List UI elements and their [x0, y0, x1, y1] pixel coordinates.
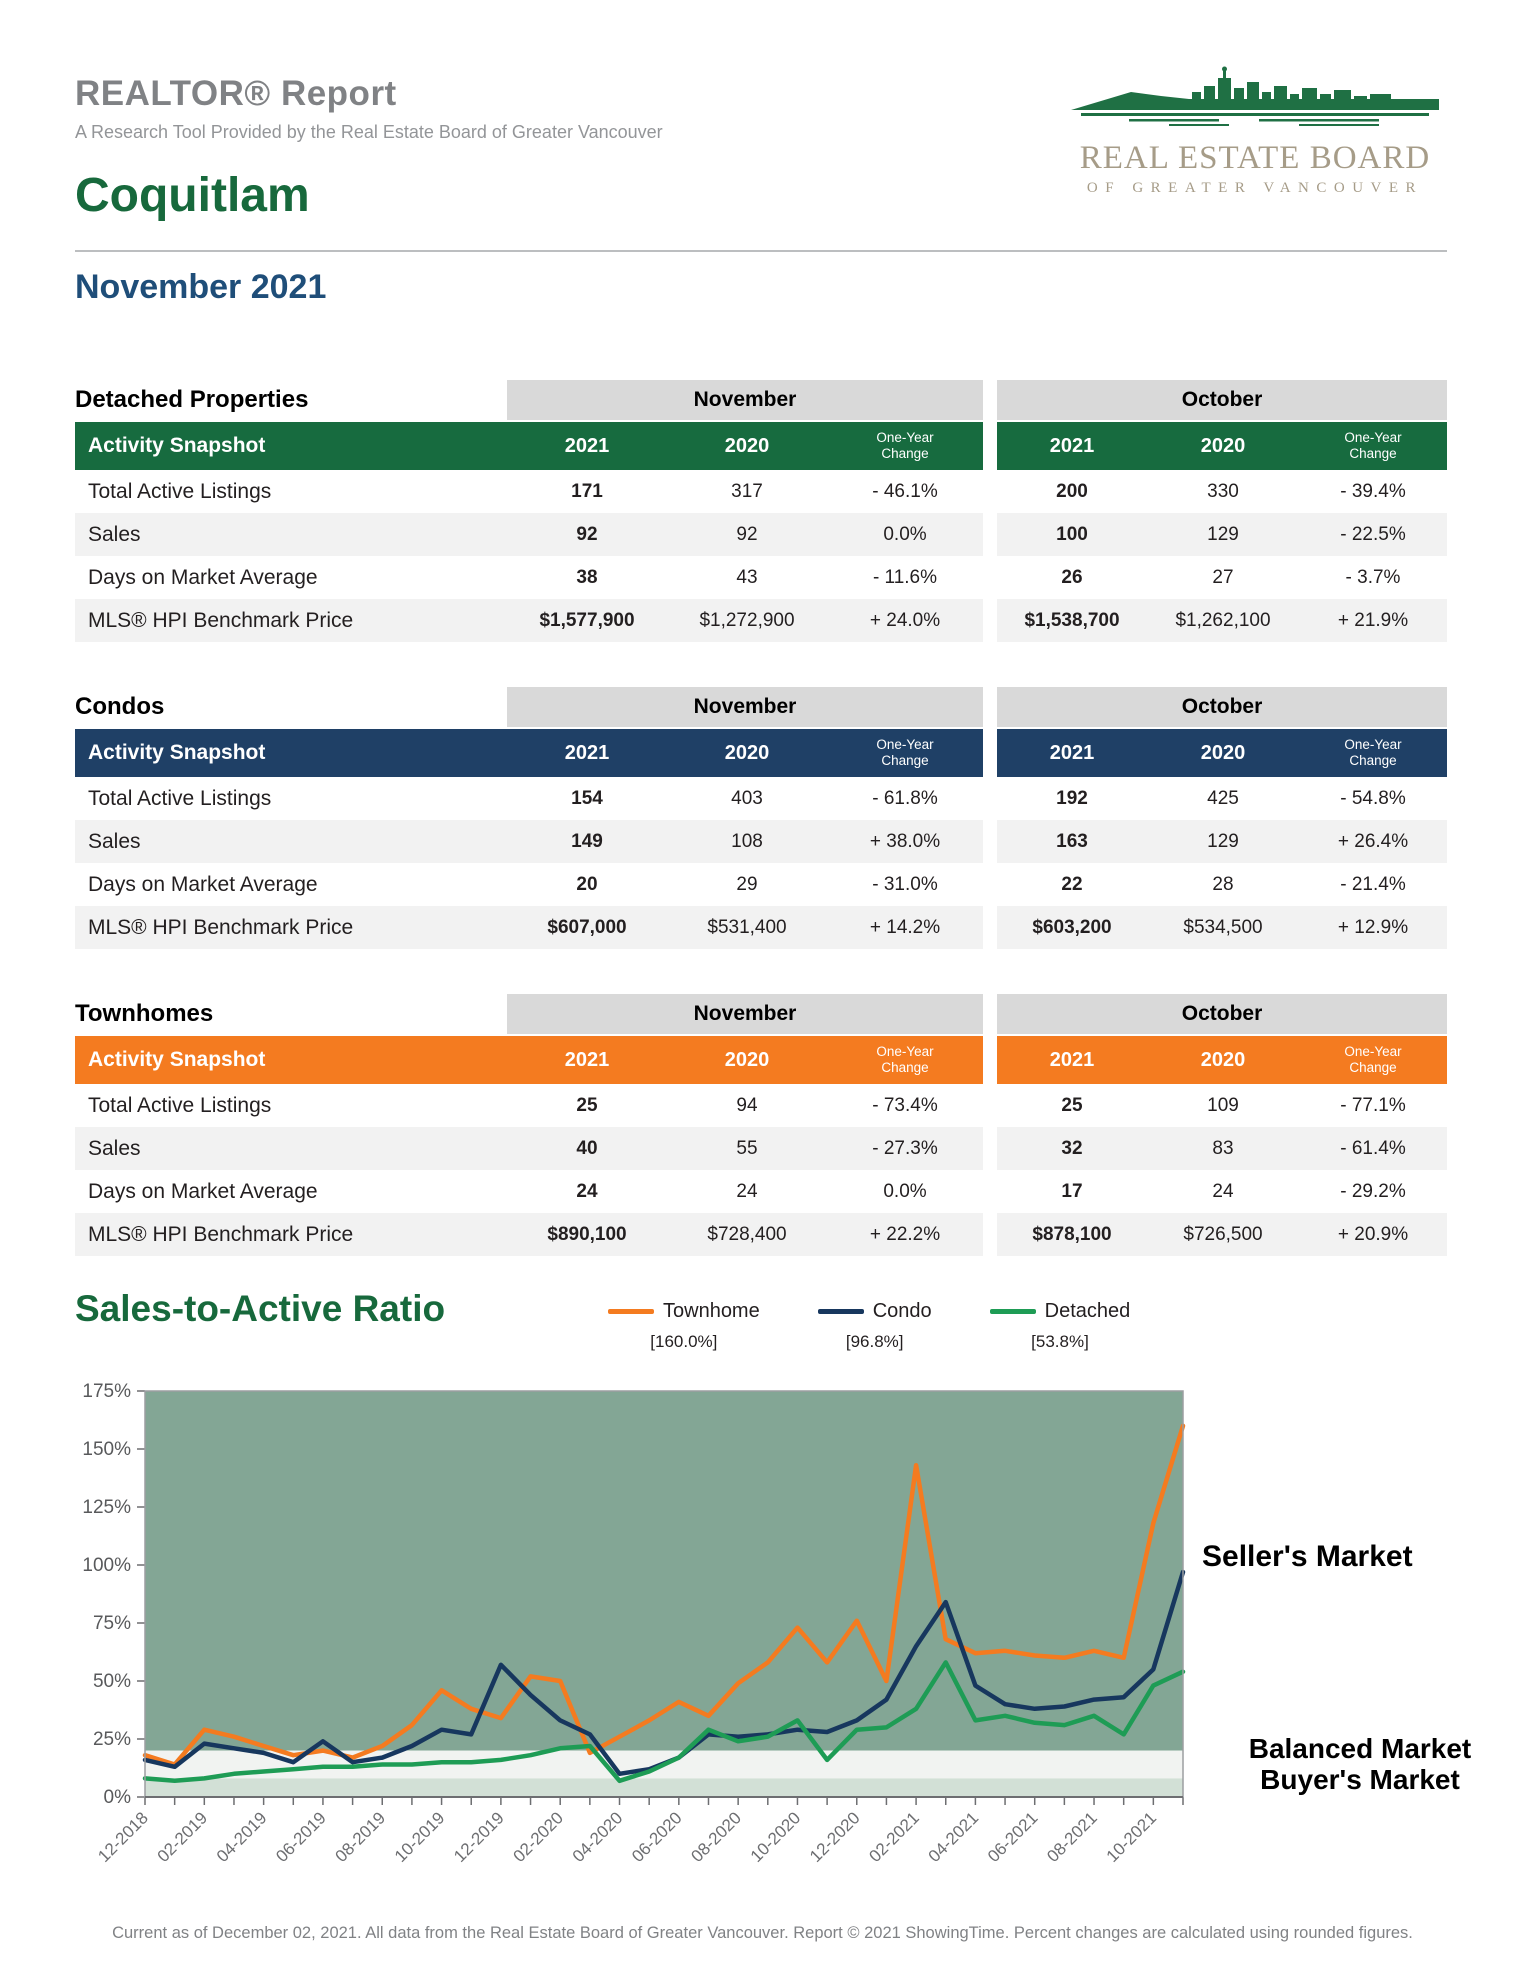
value-cell-november: - 46.1%: [827, 470, 983, 513]
value-cell-november: - 73.4%: [827, 1084, 983, 1127]
activity-snapshot-row: [75, 1036, 1447, 1084]
y-axis-label: 100%: [82, 1555, 131, 1576]
x-axis-label: 08-2019: [331, 1808, 390, 1866]
y-axis-label: 175%: [82, 1381, 131, 1402]
value-cell-october: $603,200: [997, 906, 1147, 949]
year-header-2021: 2021: [997, 1036, 1147, 1084]
row-label: Total Active Listings: [75, 777, 507, 820]
snapshot-label: Activity Snapshot: [75, 729, 507, 777]
x-axis-label: 04-2021: [924, 1808, 983, 1866]
value-cell-october: 109: [1147, 1084, 1299, 1127]
year-header-2021: 2021: [507, 729, 667, 777]
column-gap: [983, 863, 997, 906]
x-axis-label: 08-2020: [687, 1808, 745, 1866]
year-header-2021: 2021: [997, 422, 1147, 470]
column-gap: [983, 1036, 997, 1084]
row-label: Sales: [75, 1127, 507, 1170]
value-cell-november: 24: [507, 1170, 667, 1213]
value-cell-october: 27: [1147, 556, 1299, 599]
row-label: MLS® HPI Benchmark Price: [75, 599, 507, 642]
value-cell-october: 25: [997, 1084, 1147, 1127]
value-cell-october: 330: [1147, 470, 1299, 513]
x-axis-label: 10-2019: [390, 1808, 449, 1866]
value-cell-october: $1,538,700: [997, 599, 1147, 642]
value-cell-october: 26: [997, 556, 1147, 599]
activity-snapshot-row: [75, 729, 1447, 777]
value-cell-october: 200: [997, 470, 1147, 513]
value-cell-october: - 21.4%: [1299, 863, 1447, 906]
legend-item-top: [990, 1300, 1131, 1323]
legend-series-name: Townhome: [663, 1300, 760, 1322]
year-header-2021: 2021: [507, 1036, 667, 1084]
legend-color-dash: [608, 1309, 654, 1314]
legend-item: [990, 1300, 1131, 1352]
buyer-market-label: Buyer's Market: [1260, 1763, 1460, 1795]
balanced-market-label: Balanced Market: [1248, 1733, 1472, 1764]
year-header-2020: 2020: [667, 1036, 827, 1084]
value-cell-november: 92: [667, 513, 827, 556]
value-cell-november: 317: [667, 470, 827, 513]
buyer-market-band: [145, 1778, 1183, 1797]
table-row: [75, 863, 1447, 906]
snapshot-label: Activity Snapshot: [75, 422, 507, 470]
value-cell-october: $1,262,100: [1147, 599, 1299, 642]
value-cell-october: - 39.4%: [1299, 470, 1447, 513]
value-cell-november: $728,400: [667, 1213, 827, 1256]
value-cell-november: - 11.6%: [827, 556, 983, 599]
legend-current-value: [53.8%]: [1031, 1332, 1089, 1351]
area-title: Coquitlam: [75, 169, 310, 222]
value-cell-november: + 24.0%: [827, 599, 983, 642]
x-axis-label: 10-2021: [1102, 1808, 1161, 1866]
x-axis-label: 10-2020: [746, 1808, 805, 1866]
value-cell-november: - 27.3%: [827, 1127, 983, 1170]
y-axis-label: 150%: [82, 1439, 131, 1460]
value-cell-october: 100: [997, 513, 1147, 556]
legend-item-top: [608, 1300, 760, 1323]
value-cell-october: $534,500: [1147, 906, 1299, 949]
value-cell-november: $890,100: [507, 1213, 667, 1256]
x-axis-label: 04-2019: [212, 1808, 271, 1866]
value-cell-november: 149: [507, 820, 667, 863]
activity-table: [75, 994, 1447, 1256]
legend-current-value: [96.8%]: [845, 1332, 904, 1351]
year-header-2021: 2021: [997, 729, 1147, 777]
legend-item: [818, 1300, 932, 1352]
column-gap: [983, 729, 997, 777]
row-label: Sales: [75, 513, 507, 556]
report-month: November 2021: [75, 268, 327, 306]
table-row: [75, 599, 1447, 642]
one-year-change-header: One-Year Change: [1299, 729, 1447, 777]
x-axis-label: 02-2021: [865, 1808, 923, 1866]
value-cell-november: + 22.2%: [827, 1213, 983, 1256]
row-label: Days on Market Average: [75, 1170, 507, 1213]
row-label: Days on Market Average: [75, 556, 507, 599]
chart-title: Sales-to-Active Ratio: [75, 1288, 446, 1329]
year-header-2020: 2020: [667, 422, 827, 470]
column-gap: [983, 1084, 997, 1127]
value-cell-october: + 20.9%: [1299, 1213, 1447, 1256]
table-name: Detached Properties: [75, 386, 309, 413]
value-cell-october: + 21.9%: [1299, 599, 1447, 642]
x-axis-label: 12-2019: [450, 1808, 508, 1866]
activity-table: [75, 380, 1447, 642]
column-gap: [983, 380, 997, 420]
activity-snapshot-row: [75, 422, 1447, 470]
y-axis-label: 25%: [92, 1729, 131, 1750]
value-cell-november: 0.0%: [827, 513, 983, 556]
column-gap: [983, 470, 997, 513]
x-axis-label: 12-2018: [94, 1808, 152, 1866]
year-header-2020: 2020: [1147, 422, 1299, 470]
value-cell-november: $607,000: [507, 906, 667, 949]
column-gap: [983, 1213, 997, 1256]
column-gap: [983, 994, 997, 1034]
value-cell-october: - 3.7%: [1299, 556, 1447, 599]
value-cell-november: 25: [507, 1084, 667, 1127]
x-axis-label: 02-2020: [509, 1808, 568, 1866]
november-header: November: [507, 687, 983, 727]
rebgv-logo: [1063, 66, 1447, 197]
value-cell-october: $878,100: [997, 1213, 1147, 1256]
row-label: Days on Market Average: [75, 863, 507, 906]
value-cell-october: + 12.9%: [1299, 906, 1447, 949]
value-cell-october: - 61.4%: [1299, 1127, 1447, 1170]
value-cell-november: $1,577,900: [507, 599, 667, 642]
table-row: [75, 470, 1447, 513]
y-axis-label: 50%: [92, 1671, 131, 1692]
report-title: REALTOR® Report: [75, 74, 397, 113]
sales-to-active-chart: [55, 1378, 1215, 1908]
table-row: [75, 906, 1447, 949]
value-cell-november: + 14.2%: [827, 906, 983, 949]
value-cell-november: 43: [667, 556, 827, 599]
x-axis-label: 06-2019: [272, 1808, 330, 1866]
footer-note: Current as of December 02, 2021. All data from the Real Estate Board of Greater Vancouver. Report © 2021 ShowingTime. Percent changes are calculated using rounded figures.: [112, 1924, 1413, 1942]
value-cell-november: 20: [507, 863, 667, 906]
value-cell-october: 24: [1147, 1170, 1299, 1213]
table-row: [75, 556, 1447, 599]
value-cell-november: 94: [667, 1084, 827, 1127]
x-axis-label: 12-2020: [806, 1808, 864, 1866]
value-cell-november: 0.0%: [827, 1170, 983, 1213]
table-row: [75, 777, 1447, 820]
column-gap: [983, 906, 997, 949]
value-cell-october: 163: [997, 820, 1147, 863]
y-axis-label: 0%: [103, 1787, 131, 1808]
divider-line: [75, 250, 1447, 252]
value-cell-november: - 61.8%: [827, 777, 983, 820]
table-row: [75, 1127, 1447, 1170]
activity-table: [75, 687, 1447, 949]
october-header: October: [997, 380, 1447, 420]
table-row: [75, 513, 1447, 556]
legend-item-top: [818, 1300, 932, 1323]
column-gap: [983, 777, 997, 820]
row-label: Sales: [75, 820, 507, 863]
value-cell-november: - 31.0%: [827, 863, 983, 906]
row-label: MLS® HPI Benchmark Price: [75, 1213, 507, 1256]
activity-tables-region: [75, 380, 1447, 1301]
column-gap: [983, 556, 997, 599]
table-row: [75, 820, 1447, 863]
value-cell-november: 55: [667, 1127, 827, 1170]
row-label: Total Active Listings: [75, 1084, 507, 1127]
one-year-change-header: One-Year Change: [1299, 422, 1447, 470]
value-cell-november: 171: [507, 470, 667, 513]
table-name: Townhomes: [75, 1000, 214, 1027]
value-cell-november: 38: [507, 556, 667, 599]
column-gap: [983, 1170, 997, 1213]
october-header: October: [997, 687, 1447, 727]
table-name: Condos: [75, 693, 165, 720]
value-cell-november: 24: [667, 1170, 827, 1213]
legend-series-name: Detached: [1044, 1300, 1131, 1322]
november-header: November: [507, 994, 983, 1034]
row-label: Total Active Listings: [75, 470, 507, 513]
one-year-change-header: One-Year Change: [827, 422, 983, 470]
one-year-change-header: One-Year Change: [827, 729, 983, 777]
logo-text-line2: OF GREATER VANCOUVER: [1086, 180, 1424, 196]
value-cell-october: 17: [997, 1170, 1147, 1213]
legend-color-dash: [818, 1309, 864, 1314]
report-subtitle: A Research Tool Provided by the Real Estate Board of Greater Vancouver: [75, 122, 663, 142]
x-axis-label: 04-2020: [568, 1808, 627, 1866]
table-row: [75, 1170, 1447, 1213]
seller-market-label: Seller's Market: [1202, 1540, 1413, 1573]
october-header: October: [997, 994, 1447, 1034]
skyline-icon: [1069, 66, 1441, 138]
value-cell-november: $1,272,900: [667, 599, 827, 642]
value-cell-november: 108: [667, 820, 827, 863]
x-axis-label: 08-2021: [1043, 1808, 1101, 1866]
year-header-2020: 2020: [667, 729, 827, 777]
one-year-change-header: One-Year Change: [827, 1036, 983, 1084]
value-cell-october: 129: [1147, 820, 1299, 863]
table-month-header-row: [75, 380, 1447, 420]
value-cell-october: - 29.2%: [1299, 1170, 1447, 1213]
column-gap: [983, 599, 997, 642]
chart-legend: [608, 1300, 1130, 1352]
value-cell-november: 29: [667, 863, 827, 906]
value-cell-october: - 77.1%: [1299, 1084, 1447, 1127]
y-axis-label: 125%: [82, 1497, 131, 1518]
value-cell-october: 83: [1147, 1127, 1299, 1170]
year-header-2020: 2020: [1147, 729, 1299, 777]
snapshot-label: Activity Snapshot: [75, 1036, 507, 1084]
value-cell-october: - 54.8%: [1299, 777, 1447, 820]
column-gap: [983, 422, 997, 470]
legend-series-name: Condo: [872, 1300, 932, 1322]
value-cell-october: - 22.5%: [1299, 513, 1447, 556]
x-axis-label: 06-2021: [983, 1808, 1042, 1866]
one-year-change-header: One-Year Change: [1299, 1036, 1447, 1084]
logo-text-line1: REAL ESTATE BOARD: [1079, 140, 1431, 176]
value-cell-october: 28: [1147, 863, 1299, 906]
november-header: November: [507, 380, 983, 420]
year-header-2020: 2020: [1147, 1036, 1299, 1084]
legend-color-dash: [990, 1309, 1036, 1314]
legend-current-value: [160.0%]: [650, 1332, 718, 1351]
table-row: [75, 1213, 1447, 1256]
table-row: [75, 1084, 1447, 1127]
value-cell-october: 192: [997, 777, 1147, 820]
column-gap: [983, 687, 997, 727]
value-cell-november: 403: [667, 777, 827, 820]
value-cell-october: 22: [997, 863, 1147, 906]
year-header-2021: 2021: [507, 422, 667, 470]
value-cell-november: 92: [507, 513, 667, 556]
seller-market-band: [145, 1391, 1183, 1751]
x-axis-label: 06-2020: [628, 1808, 686, 1866]
x-axis-label: 02-2019: [153, 1808, 212, 1866]
value-cell-november: 40: [507, 1127, 667, 1170]
value-cell-november: 154: [507, 777, 667, 820]
table-month-header-row: [75, 687, 1447, 727]
market-zone-labels: [1190, 1734, 1525, 1796]
column-gap: [983, 820, 997, 863]
value-cell-november: + 38.0%: [827, 820, 983, 863]
value-cell-october: $726,500: [1147, 1213, 1299, 1256]
value-cell-october: 425: [1147, 777, 1299, 820]
column-gap: [983, 1127, 997, 1170]
value-cell-october: 129: [1147, 513, 1299, 556]
value-cell-october: 32: [997, 1127, 1147, 1170]
value-cell-november: $531,400: [667, 906, 827, 949]
table-month-header-row: [75, 994, 1447, 1034]
column-gap: [983, 513, 997, 556]
y-axis-label: 75%: [92, 1613, 131, 1634]
value-cell-october: + 26.4%: [1299, 820, 1447, 863]
row-label: MLS® HPI Benchmark Price: [75, 906, 507, 949]
legend-item: [608, 1300, 760, 1352]
